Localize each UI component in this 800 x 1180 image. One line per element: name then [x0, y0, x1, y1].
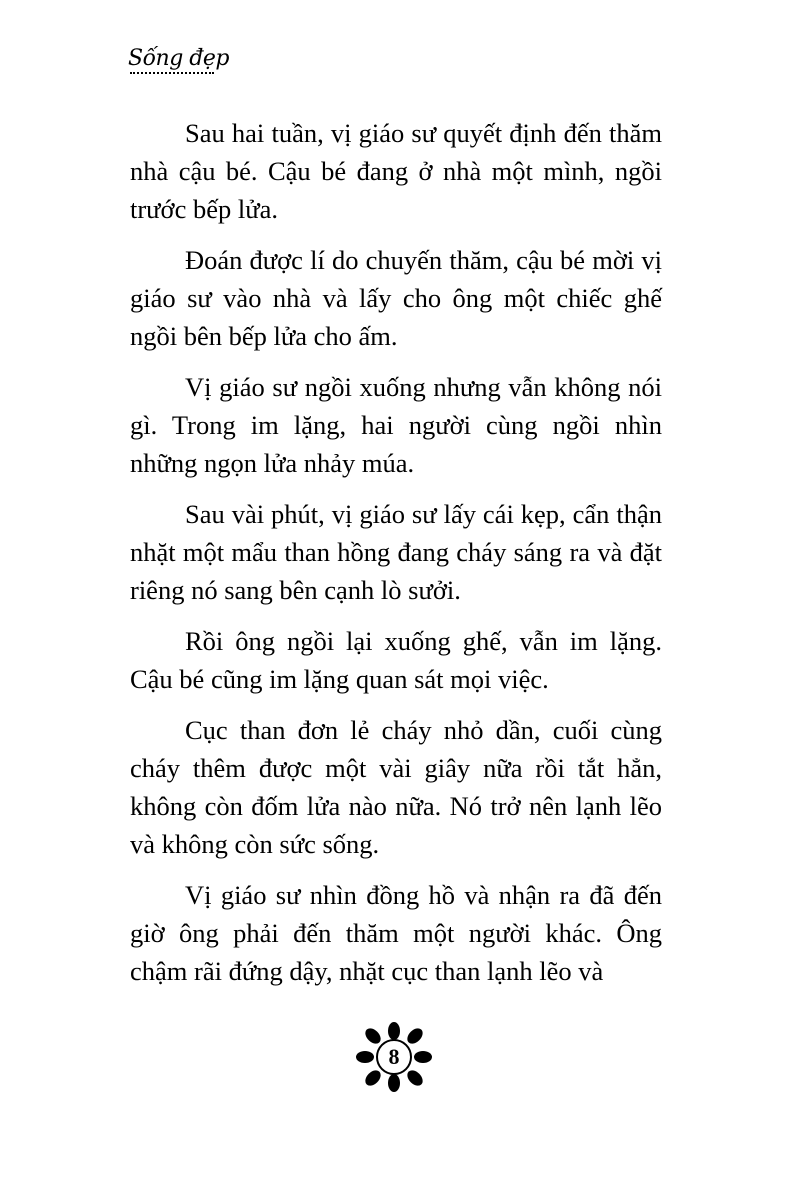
paragraph-5: Rồi ông ngồi lại xuống ghế, vẫn im lặng. Cậu bé cũng im lặng quan sát mọi việc.	[130, 626, 662, 694]
header-dotted-underline	[130, 72, 214, 74]
paragraph-3: Vị giáo sư ngồi xuống nhưng vẫn không nói gì. Trong im lặng, hai người cùng ngồi nhìn những ngọn lửa nhảy múa.	[130, 372, 662, 478]
running-header	[128, 46, 238, 86]
page-footer	[356, 1022, 432, 1092]
paragraph-7: Vị giáo sư nhìn đồng hồ và nhận ra đã đến giờ ông phải đến thăm một người khác. Ông chậm rãi đứng dậy, nhặt cục than lạnh lẽo và	[130, 880, 662, 986]
paragraph-4: Sau vài phút, vị giáo sư lấy cái kẹp, cẩn thận nhặt một mẩu than hồng đang cháy sáng ra và đặt riêng nó sang bên cạnh lò sưởi.	[130, 499, 662, 605]
paragraph-2: Đoán được lí do chuyến thăm, cậu bé mời vị giáo sư vào nhà và lấy cho ông một chiếc ghế ngồi bên bếp lửa cho ấm.	[130, 245, 662, 351]
paragraph-6: Cục than đơn lẻ cháy nhỏ dần, cuối cùng cháy thêm được một vài giây nữa rồi tắt hẳn, không còn đốm lửa nào nữa. Nó trở nên lạnh lẽo và không còn sức sống.	[130, 715, 662, 859]
header-title: Sống đẹp	[128, 46, 229, 71]
paragraph-1: Sau hai tuần, vị giáo sư quyết định đến thăm nhà cậu bé. Cậu bé đang ở nhà một mình, ngồi trước bếp lửa.	[130, 118, 662, 224]
body-text	[130, 114, 662, 990]
page-number: 8	[388, 1044, 400, 1069]
